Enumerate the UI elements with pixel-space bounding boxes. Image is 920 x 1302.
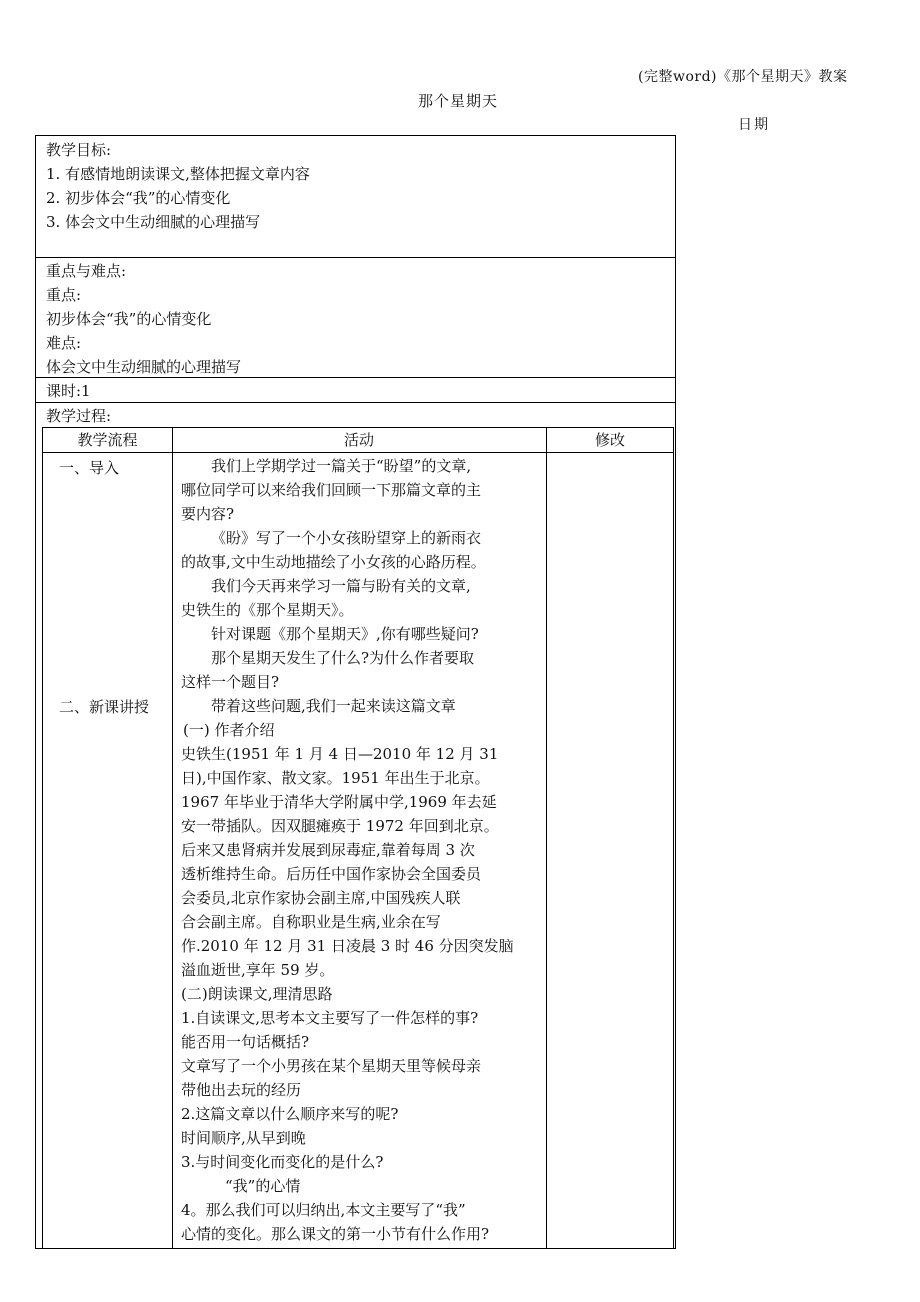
activity-line: 2.这篇文章以什么顺序来写的呢?: [181, 1105, 399, 1123]
activity-line: 合会副主席。自称职业是生病,业余在写: [181, 913, 441, 931]
activity-line: 日),中国作家、散文家。1951 年出生于北京。: [181, 769, 490, 787]
activity-line: 3.与时间变化而变化的是什么?: [181, 1153, 384, 1171]
process-table: [42, 427, 674, 1249]
flow-step-intro: 一、导入: [59, 459, 120, 477]
objectives-section: [46, 138, 310, 234]
key-points-section: [46, 259, 241, 379]
activity-line: 时间顺序,从早到晚: [181, 1129, 306, 1147]
activity-line: 1.自读课文,思考本文主要写了一件怎样的事?: [181, 1009, 479, 1027]
activity-line: 带着这些问题,我们一起来读这篇文章: [211, 697, 456, 715]
activity-line: (一) 作者介绍: [183, 721, 275, 739]
activity-line: 那个星期天发生了什么?为什么作者要取: [211, 649, 475, 667]
flow-step-new-lesson: 二、新课讲授: [59, 698, 150, 716]
objective-item: 1. 有感情地朗读课文,整体把握文章内容: [46, 165, 310, 183]
activity-line: 针对课题《那个星期天》,你有哪些疑问?: [211, 625, 479, 643]
process-heading-text: 教学过程:: [46, 407, 112, 425]
activity-line: 我们今天再来学习一篇与盼有关的文章,: [211, 577, 471, 595]
activity-line: 安一带插队。因双腿瘫痪于 1972 年回到北京。: [181, 817, 499, 835]
column-header-flow: 教学流程: [77, 431, 138, 449]
key-label: 重点:: [46, 286, 82, 304]
divider: [36, 377, 675, 378]
activity-line: 心情的变化。那么课文的第一小节有什么作用?: [181, 1225, 490, 1243]
activity-line: 能否用一句话概括?: [181, 1033, 310, 1051]
column-header-activity: 活动: [343, 431, 374, 449]
activity-line: 的故事,文中生动地描绘了小女孩的心路历程。: [181, 553, 486, 571]
page-title: 那个星期天: [418, 92, 499, 110]
objective-item: 2. 初步体会“我”的心情变化: [46, 189, 231, 207]
class-hours-text: 课时:1: [46, 382, 91, 400]
process-heading: [46, 404, 111, 428]
activity-line: 文章写了一个小男孩在某个星期天里等候母亲: [181, 1057, 482, 1075]
activity-line: 要内容?: [181, 505, 235, 523]
column-header-revision: 修改: [594, 431, 625, 449]
column-divider: [172, 428, 173, 1249]
activity-line: 带他出去玩的经历: [181, 1081, 302, 1099]
objectives-heading: 教学目标:: [46, 141, 112, 159]
activity-line: (二)朗读课文,理清思路: [181, 985, 333, 1003]
document-file-label: (完整word)《那个星期天》教案: [638, 69, 848, 85]
difficult-label: 难点:: [46, 334, 82, 352]
key-points-heading: 重点与难点:: [46, 262, 127, 280]
activity-line: 溢血逝世,享年 59 岁。: [181, 961, 335, 979]
activity-line: “我”的心情: [225, 1177, 301, 1195]
activity-line: 1967 年毕业于清华大学附属中学,1969 年去延: [181, 793, 497, 811]
divider: [36, 257, 675, 258]
activity-line: 后来又患肾病并发展到尿毒症,靠着每周 3 次: [181, 841, 475, 859]
header-divider: [43, 452, 673, 453]
activity-line: 透析维持生命。后历任中国作家协会全国委员: [181, 865, 482, 883]
objective-item: 3. 体会文中生动细腻的心理描写: [46, 213, 261, 231]
activity-line: 我们上学期学过一篇关于“盼望”的文章,: [211, 457, 472, 475]
activity-content: [181, 454, 547, 1246]
activity-line: 4。那么我们可以归纳出,本文主要写了“我”: [181, 1201, 466, 1219]
divider: [36, 402, 675, 403]
date-label: 日期: [738, 117, 770, 133]
activity-line: 史铁生(1951 年 1 月 4 日—2010 年 12 月 31: [181, 745, 499, 763]
activity-line: 史铁生的《那个星期天》。: [181, 601, 354, 619]
key-text: 初步体会“我”的心情变化: [46, 310, 212, 328]
activity-line: 作.2010 年 12 月 31 日凌晨 3 时 46 分因突发脑: [181, 937, 514, 955]
activity-line: 哪位同学可以来给我们回顾一下那篇文章的主: [181, 481, 482, 499]
activity-line: 这样一个题目?: [181, 673, 280, 691]
difficult-text: 体会文中生动细腻的心理描写: [46, 358, 242, 376]
lesson-plan-table: [35, 135, 676, 1249]
class-hours: [46, 379, 91, 403]
activity-line: 会委员,北京作家协会副主席,中国残疾人联: [181, 889, 461, 907]
activity-line: 《盼》写了一个小女孩盼望穿上的新雨衣: [211, 529, 482, 547]
